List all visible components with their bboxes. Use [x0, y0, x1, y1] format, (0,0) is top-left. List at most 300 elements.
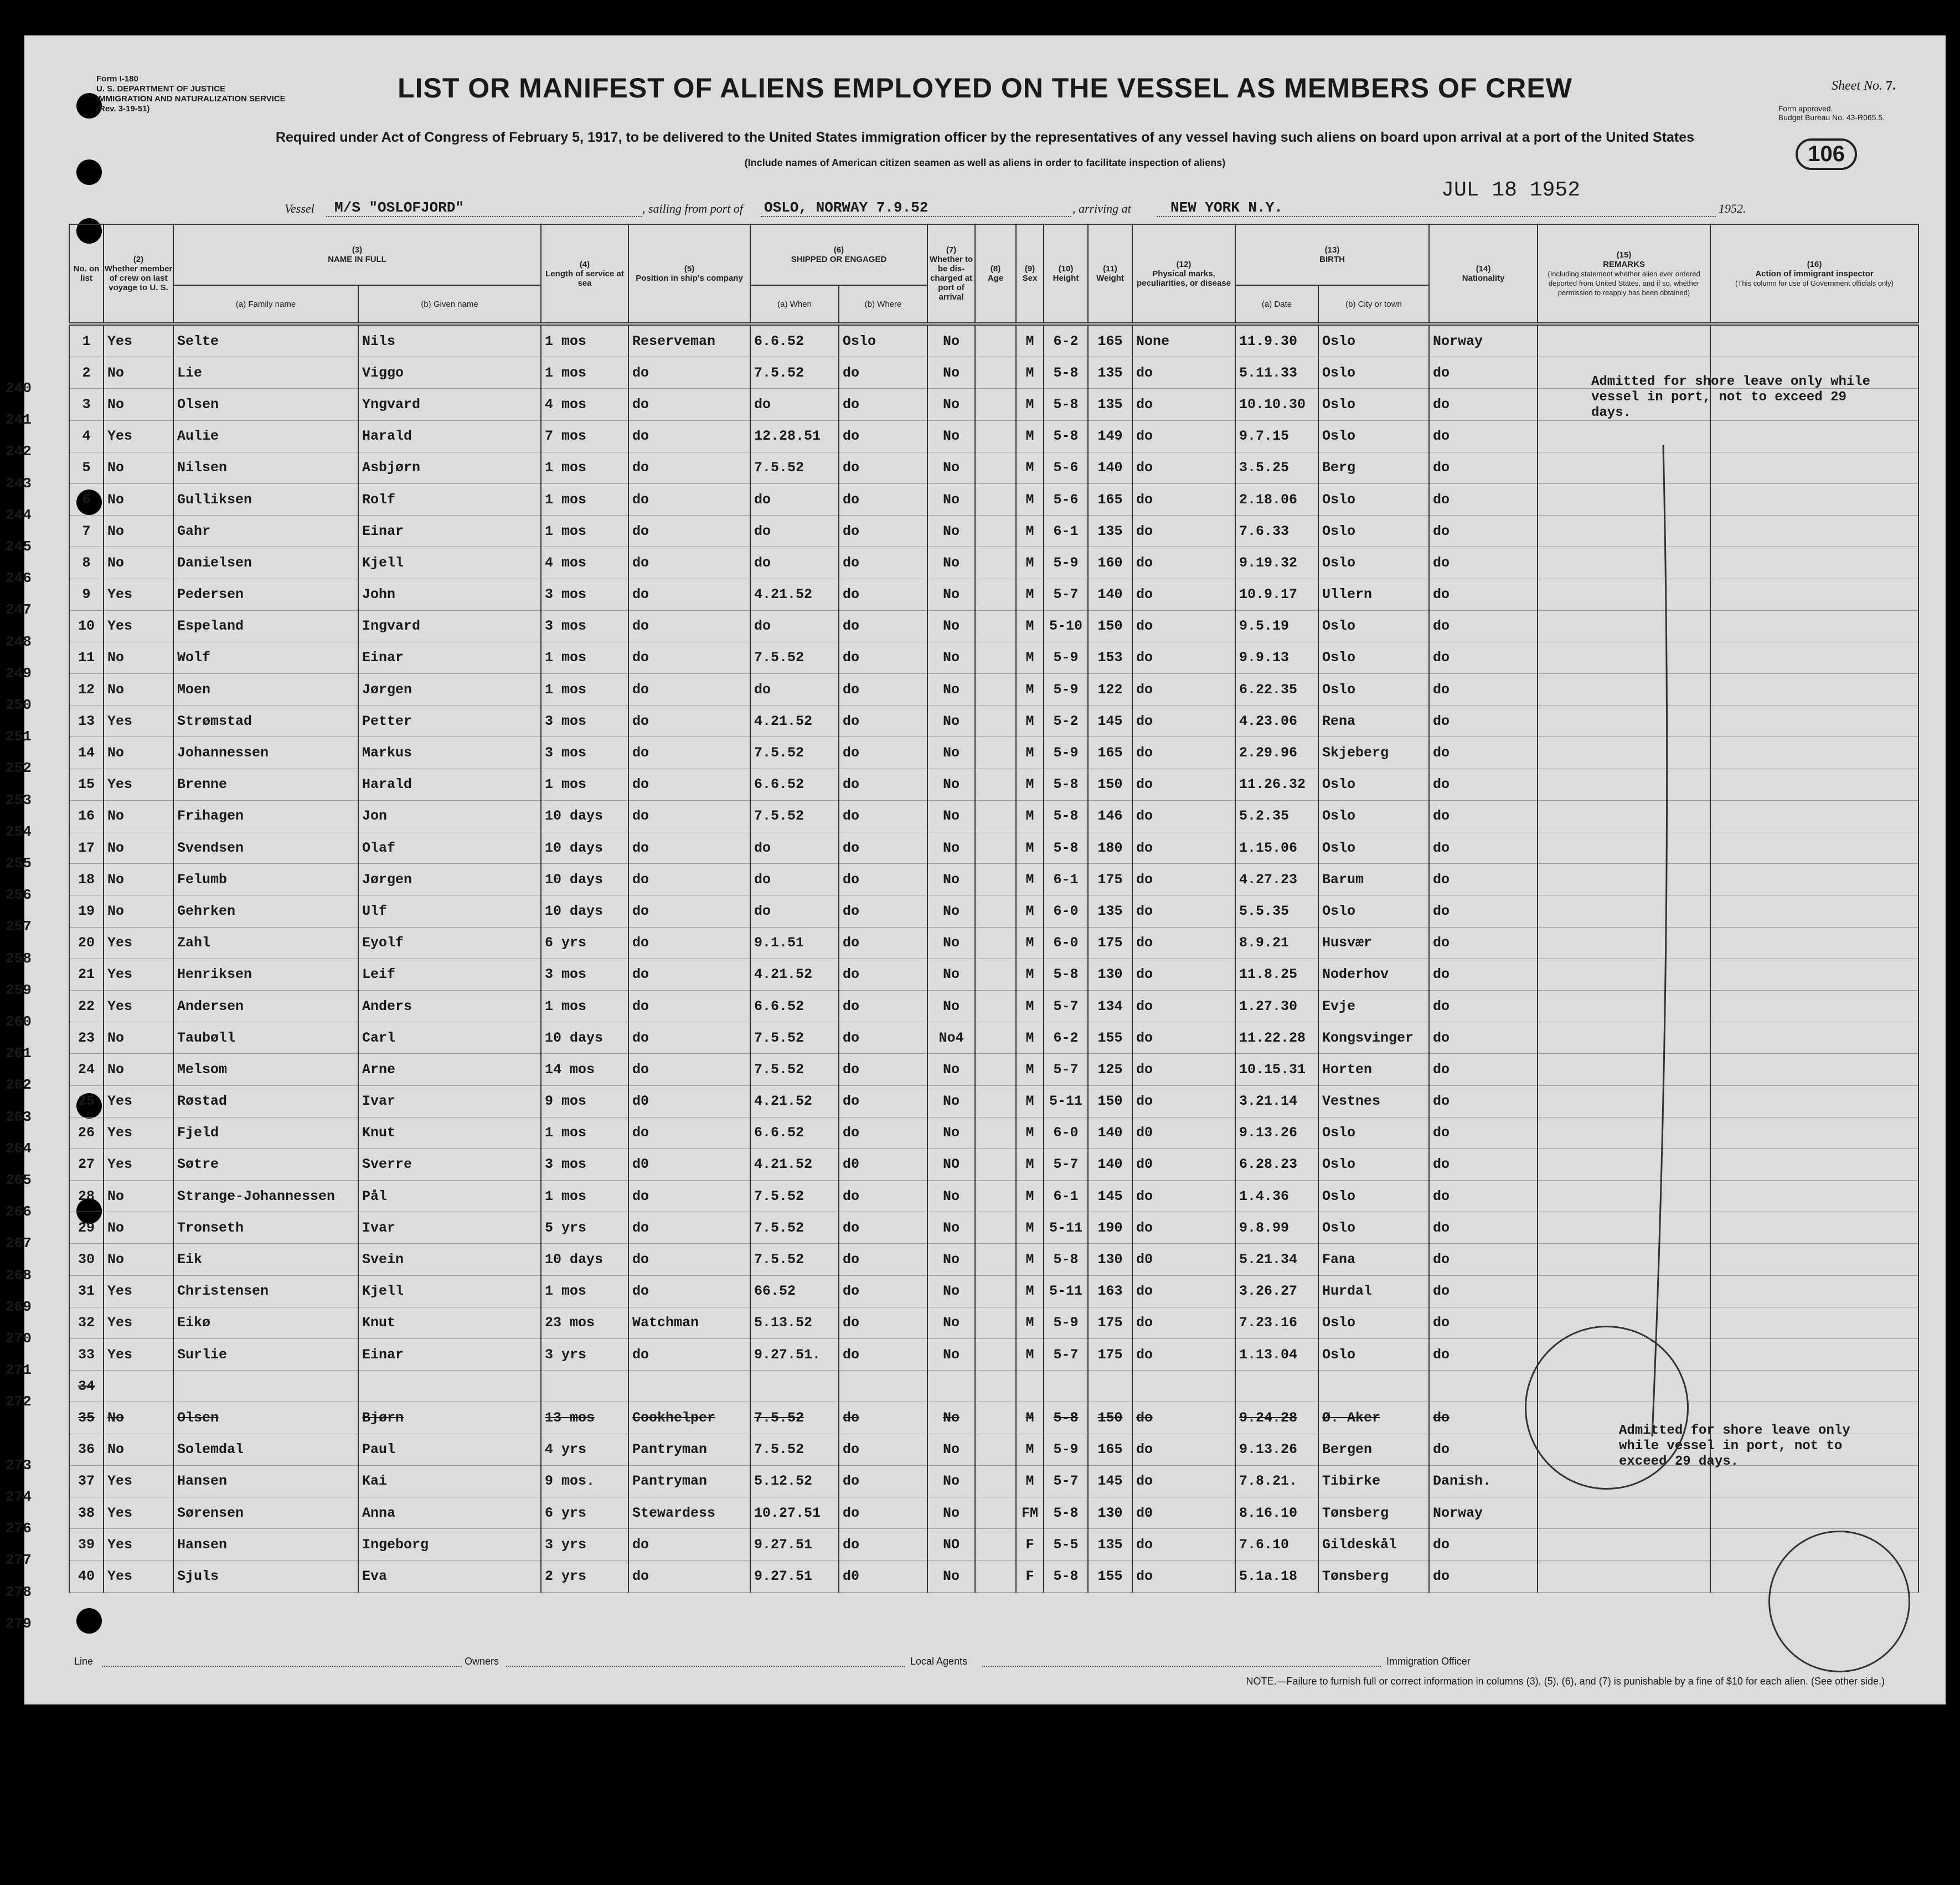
- nationality: do: [1429, 895, 1538, 927]
- family-name: Gulliksen: [173, 483, 358, 515]
- shipped-when: 12.28.51: [750, 420, 839, 452]
- row-number: 21: [69, 959, 104, 990]
- row-number: 35: [69, 1402, 104, 1434]
- nationality: do: [1429, 1275, 1538, 1307]
- length-of-service: 7 mos: [541, 420, 628, 452]
- physical-marks: do: [1132, 389, 1235, 420]
- nationality: do: [1429, 579, 1538, 610]
- birth-date: 5.21.34: [1235, 1244, 1318, 1275]
- shipped-when: 7.5.52: [750, 1402, 839, 1434]
- height: 6-2: [1044, 324, 1088, 357]
- birth-city: Oslo: [1318, 547, 1429, 579]
- header-member: (2) Whether member of crew on last voyage to U. S.: [104, 224, 173, 324]
- shipped-when: 7.5.52: [750, 1054, 839, 1085]
- age: [975, 674, 1016, 705]
- height: 5-8: [1044, 832, 1088, 864]
- include-note: (Include names of American citizen seamen as well as aliens in order to facilitate inspection of aliens): [744, 157, 1226, 168]
- length-of-service: 10 days: [541, 832, 628, 864]
- given-name: John: [358, 579, 541, 610]
- birth-city: Oslo: [1318, 642, 1429, 673]
- member-of-crew: No: [104, 832, 173, 864]
- action-cell: [1710, 1371, 1918, 1402]
- weight: 153: [1088, 642, 1132, 673]
- manifest-line-number: 247: [6, 601, 32, 619]
- requirement-text: Required under Act of Congress of February 5, 1917, to be delivered to the United States immigration officer by the representatives of any vessel having such aliens on board upon arrival at a port of the United States: [275, 130, 1695, 145]
- header-sex: (9) Sex: [1016, 224, 1044, 324]
- manifest-line-number: 273: [6, 1456, 32, 1474]
- length-of-service: 3 mos: [541, 737, 628, 769]
- shipped-where: do: [839, 516, 927, 547]
- manifest-line-number: 263: [6, 1108, 32, 1125]
- discharged: No: [927, 357, 975, 389]
- row-number: 1: [69, 324, 104, 357]
- nationality: do: [1429, 927, 1538, 959]
- height: 5-11: [1044, 1085, 1088, 1117]
- sex: M: [1016, 1339, 1044, 1371]
- position: do: [628, 642, 750, 673]
- length-of-service: 2 yrs: [541, 1560, 628, 1592]
- discharged: No: [927, 420, 975, 452]
- header-physical: (12) Physical marks, peculiarities, or disease: [1132, 224, 1235, 324]
- position: d0: [628, 1148, 750, 1180]
- height: 5-11: [1044, 1275, 1088, 1307]
- age: [975, 1497, 1016, 1528]
- birth-city: Oslo: [1318, 1148, 1429, 1180]
- action-cell: [1710, 832, 1918, 864]
- manifest-line-number: 259: [6, 981, 32, 998]
- member-of-crew: No: [104, 1244, 173, 1275]
- physical-marks: do: [1132, 1402, 1235, 1434]
- position: do: [628, 1529, 750, 1560]
- position: do: [628, 1244, 750, 1275]
- birth-city: Horten: [1318, 1054, 1429, 1085]
- sex: M: [1016, 1465, 1044, 1497]
- manifest-line-number: 267: [6, 1235, 32, 1252]
- age: [975, 1085, 1016, 1117]
- birth-date: 1.13.04: [1235, 1339, 1318, 1371]
- action-cell: [1710, 769, 1918, 800]
- position: do: [628, 800, 750, 832]
- height: 5-8: [1044, 959, 1088, 990]
- birth-city: Oslo: [1318, 1339, 1429, 1371]
- form-approved: Form approved. Budget Bureau No. 43-R065.5.: [1778, 104, 1885, 122]
- footer-agents-label: Local Agents: [910, 1656, 968, 1667]
- birth-date: 9.7.15: [1235, 420, 1318, 452]
- length-of-service: 10 days: [541, 1022, 628, 1054]
- age: [975, 927, 1016, 959]
- position: do: [628, 1212, 750, 1244]
- header-height: (10) Height: [1044, 224, 1088, 324]
- birth-date: 5.1a.18: [1235, 1560, 1318, 1592]
- given-name: Knut: [358, 1117, 541, 1148]
- weight: 145: [1088, 1465, 1132, 1497]
- birth-city: Oslo: [1318, 674, 1429, 705]
- age: [975, 579, 1016, 610]
- shipped-where: do: [839, 737, 927, 769]
- discharged: No: [927, 990, 975, 1022]
- position: [628, 1371, 750, 1402]
- family-name: Wolf: [173, 642, 358, 673]
- family-name: Moen: [173, 674, 358, 705]
- member-of-crew: Yes: [104, 1307, 173, 1338]
- height: 5-6: [1044, 452, 1088, 483]
- birth-date: 3.5.25: [1235, 452, 1318, 483]
- member-of-crew: Yes: [104, 1529, 173, 1560]
- discharged: No: [927, 452, 975, 483]
- given-name: Yngvard: [358, 389, 541, 420]
- given-name: Einar: [358, 642, 541, 673]
- sex: M: [1016, 705, 1044, 737]
- position: do: [628, 610, 750, 642]
- length-of-service: 3 yrs: [541, 1529, 628, 1560]
- given-name: Jon: [358, 800, 541, 832]
- discharged: No: [927, 927, 975, 959]
- action-cell: [1710, 1275, 1918, 1307]
- family-name: Strømstad: [173, 705, 358, 737]
- shipped-when: 7.5.52: [750, 642, 839, 673]
- shipped-when: 7.5.52: [750, 1434, 839, 1465]
- family-name: Olsen: [173, 1402, 358, 1434]
- physical-marks: do: [1132, 737, 1235, 769]
- nationality: do: [1429, 1307, 1538, 1338]
- member-of-crew: No: [104, 357, 173, 389]
- sex: M: [1016, 1148, 1044, 1180]
- manifest-line-number: 265: [6, 1172, 32, 1188]
- action-cell: [1710, 737, 1918, 769]
- date-stamp: JUL 18 1952: [1441, 178, 1580, 202]
- nationality: do: [1429, 1148, 1538, 1180]
- family-name: Johannessen: [173, 737, 358, 769]
- length-of-service: [541, 1371, 628, 1402]
- sex: M: [1016, 769, 1044, 800]
- sex: M: [1016, 864, 1044, 895]
- discharged: No: [927, 642, 975, 673]
- sex: M: [1016, 452, 1044, 483]
- physical-marks: do: [1132, 452, 1235, 483]
- family-name: Eikø: [173, 1307, 358, 1338]
- physical-marks: do: [1132, 864, 1235, 895]
- weight: 155: [1088, 1560, 1132, 1592]
- family-name: Svendsen: [173, 832, 358, 864]
- sex: M: [1016, 324, 1044, 357]
- given-name: Ivar: [358, 1085, 541, 1117]
- shipped-when: 4.21.52: [750, 1148, 839, 1180]
- shipped-where: do: [839, 705, 927, 737]
- position: Stewardess: [628, 1497, 750, 1528]
- family-name: Selte: [173, 324, 358, 357]
- birth-city: Oslo: [1318, 324, 1429, 357]
- birth-date: 10.15.31: [1235, 1054, 1318, 1085]
- position: do: [628, 737, 750, 769]
- shipped-when: 6.6.52: [750, 1117, 839, 1148]
- action-cell: [1710, 483, 1918, 515]
- action-cell: [1710, 1339, 1918, 1371]
- given-name: Pål: [358, 1181, 541, 1212]
- given-name: Arne: [358, 1054, 541, 1085]
- member-of-crew: No: [104, 800, 173, 832]
- member-of-crew: [104, 1371, 173, 1402]
- physical-marks: d0: [1132, 1497, 1235, 1528]
- given-name: Bjørn: [358, 1402, 541, 1434]
- weight: 165: [1088, 483, 1132, 515]
- family-name: Fjeld: [173, 1117, 358, 1148]
- action-cell: [1710, 1244, 1918, 1275]
- sex: M: [1016, 1117, 1044, 1148]
- sex: FM: [1016, 1497, 1044, 1528]
- given-name: Svein: [358, 1244, 541, 1275]
- birth-city: Fana: [1318, 1244, 1429, 1275]
- family-name: Taubøll: [173, 1022, 358, 1054]
- arriving-label: , arriving at: [1072, 202, 1131, 215]
- page-title: LIST OR MANIFEST OF ALIENS EMPLOYED ON THE VESSEL AS MEMBERS OF CREW: [398, 73, 1572, 104]
- row-number: 26: [69, 1117, 104, 1148]
- action-cell: [1710, 420, 1918, 452]
- position: Pantryman: [628, 1465, 750, 1497]
- physical-marks: do: [1132, 990, 1235, 1022]
- given-name: Jørgen: [358, 864, 541, 895]
- length-of-service: 4 mos: [541, 389, 628, 420]
- birth-date: 11.22.28: [1235, 1022, 1318, 1054]
- action-cell: [1710, 1117, 1918, 1148]
- length-of-service: 6 yrs: [541, 927, 628, 959]
- given-name: Paul: [358, 1434, 541, 1465]
- birth-date: 5.11.33: [1235, 357, 1318, 389]
- manifest-line-number: 250: [6, 697, 32, 713]
- given-name: Petter: [358, 705, 541, 737]
- physical-marks: d0: [1132, 1148, 1235, 1180]
- physical-marks: do: [1132, 1465, 1235, 1497]
- height: 5-8: [1044, 389, 1088, 420]
- discharged: No: [927, 1212, 975, 1244]
- nationality: do: [1429, 1022, 1538, 1054]
- shipped-when: 9.27.51: [750, 1529, 839, 1560]
- shipped-when: 4.21.52: [750, 705, 839, 737]
- action-cell: [1710, 547, 1918, 579]
- row-number: 28: [69, 1181, 104, 1212]
- nationality: do: [1429, 357, 1538, 389]
- nationality: do: [1429, 990, 1538, 1022]
- weight: 140: [1088, 452, 1132, 483]
- row-number: 4: [69, 420, 104, 452]
- action-cell: [1710, 579, 1918, 610]
- sheet-number: Sheet No. 7.: [1832, 79, 1896, 93]
- header-where: (b) Where: [839, 285, 927, 324]
- family-name: Nilsen: [173, 452, 358, 483]
- member-of-crew: Yes: [104, 705, 173, 737]
- row-number: 34: [69, 1371, 104, 1402]
- member-of-crew: No: [104, 1402, 173, 1434]
- family-name: Hansen: [173, 1465, 358, 1497]
- family-name: Sjuls: [173, 1560, 358, 1592]
- birth-city: Barum: [1318, 864, 1429, 895]
- birth-city: Oslo: [1318, 483, 1429, 515]
- given-name: Rolf: [358, 483, 541, 515]
- birth-city: Vestnes: [1318, 1085, 1429, 1117]
- birth-city: Oslo: [1318, 420, 1429, 452]
- shipped-when: [750, 1371, 839, 1402]
- length-of-service: 3 mos: [541, 1148, 628, 1180]
- member-of-crew: Yes: [104, 1339, 173, 1371]
- nationality: Norway: [1429, 1497, 1538, 1528]
- length-of-service: 10 days: [541, 895, 628, 927]
- physical-marks: do: [1132, 1560, 1235, 1592]
- weight: 134: [1088, 990, 1132, 1022]
- arrival-port: NEW YORK N.Y.: [1170, 199, 1283, 216]
- nationality: do: [1429, 800, 1538, 832]
- height: 5-9: [1044, 1434, 1088, 1465]
- position: do: [628, 389, 750, 420]
- shipped-where: do: [839, 610, 927, 642]
- birth-date: 9.5.19: [1235, 610, 1318, 642]
- row-number: 22: [69, 990, 104, 1022]
- age: [975, 1117, 1016, 1148]
- birth-date: 8.16.10: [1235, 1497, 1318, 1528]
- family-name: Solemdal: [173, 1434, 358, 1465]
- departure-port: OSLO, NORWAY 7.9.52: [764, 199, 929, 216]
- age: [975, 1244, 1016, 1275]
- shipped-when: 5.13.52: [750, 1307, 839, 1338]
- height: 5-8: [1044, 1244, 1088, 1275]
- member-of-crew: Yes: [104, 1085, 173, 1117]
- shipped-where: do: [839, 452, 927, 483]
- length-of-service: 4 yrs: [541, 1434, 628, 1465]
- manifest-line-number: 276: [6, 1520, 32, 1537]
- member-of-crew: Yes: [104, 769, 173, 800]
- length-of-service: 10 days: [541, 1244, 628, 1275]
- physical-marks: do: [1132, 674, 1235, 705]
- sex: M: [1016, 1307, 1044, 1338]
- sex: M: [1016, 1402, 1044, 1434]
- physical-marks: do: [1132, 1307, 1235, 1338]
- shipped-where: do: [839, 1181, 927, 1212]
- age: [975, 357, 1016, 389]
- position: do: [628, 483, 750, 515]
- year: 1952.: [1719, 202, 1746, 215]
- member-of-crew: Yes: [104, 324, 173, 357]
- manifest-line-number: 258: [6, 950, 32, 967]
- weight: 175: [1088, 927, 1132, 959]
- birth-date: 9.24.28: [1235, 1402, 1318, 1434]
- shipped-where: do: [839, 990, 927, 1022]
- shipped-where: do: [839, 547, 927, 579]
- shipped-where: do: [839, 1117, 927, 1148]
- given-name: Ivar: [358, 1212, 541, 1244]
- family-name: Hansen: [173, 1529, 358, 1560]
- sex: M: [1016, 1022, 1044, 1054]
- remarks-cell: [1538, 324, 1710, 357]
- weight: 135: [1088, 389, 1132, 420]
- remarks-cell: [1538, 1560, 1710, 1592]
- nationality: do: [1429, 1181, 1538, 1212]
- family-name: Henriksen: [173, 959, 358, 990]
- birth-city: Noderhov: [1318, 959, 1429, 990]
- birth-city: Oslo: [1318, 1181, 1429, 1212]
- manifest-line-number: 268: [6, 1266, 32, 1284]
- manifest-line-number: 274: [6, 1489, 32, 1505]
- length-of-service: 3 mos: [541, 705, 628, 737]
- position: do: [628, 420, 750, 452]
- position: do: [628, 769, 750, 800]
- physical-marks: do: [1132, 1434, 1235, 1465]
- row-number: 5: [69, 452, 104, 483]
- given-name: Anders: [358, 990, 541, 1022]
- birth-city: Ullern: [1318, 579, 1429, 610]
- nationality: do: [1429, 1244, 1538, 1275]
- remark-shore-leave-bottom: Admitted for shore leave only while vessel in port, not to exceed 29 days.: [1619, 1423, 1850, 1469]
- discharged: No: [927, 800, 975, 832]
- manifest-line-number: 278: [6, 1583, 32, 1600]
- shipped-where: [839, 1371, 927, 1402]
- sex: M: [1016, 832, 1044, 864]
- sex: M: [1016, 1212, 1044, 1244]
- nationality: do: [1429, 452, 1538, 483]
- manifest-line-number: 254: [6, 823, 32, 840]
- header-length: (4) Length of service at sea: [541, 224, 628, 324]
- row-number: 33: [69, 1339, 104, 1371]
- birth-city: Berg: [1318, 452, 1429, 483]
- weight: 150: [1088, 1402, 1132, 1434]
- row-number: 3: [69, 389, 104, 420]
- nationality: do: [1429, 642, 1538, 673]
- discharged: No: [927, 864, 975, 895]
- birth-city: Tønsberg: [1318, 1497, 1429, 1528]
- family-name: Olsen: [173, 389, 358, 420]
- given-name: Olaf: [358, 832, 541, 864]
- shipped-where: do: [839, 769, 927, 800]
- discharged: No: [927, 1275, 975, 1307]
- physical-marks: do: [1132, 705, 1235, 737]
- discharged: [927, 1371, 975, 1402]
- manifest-line-number: 257: [6, 918, 32, 935]
- age: [975, 610, 1016, 642]
- family-name: Sørensen: [173, 1497, 358, 1528]
- position: do: [628, 1275, 750, 1307]
- shipped-when: 7.5.52: [750, 1181, 839, 1212]
- member-of-crew: No: [104, 1434, 173, 1465]
- discharged: No: [927, 610, 975, 642]
- discharged: No: [927, 737, 975, 769]
- shipped-where: do: [839, 420, 927, 452]
- manifest-line-number: 249: [6, 665, 32, 682]
- weight: 165: [1088, 324, 1132, 357]
- height: 5-8: [1044, 1402, 1088, 1434]
- length-of-service: 1 mos: [541, 452, 628, 483]
- birth-city: Gildeskål: [1318, 1529, 1429, 1560]
- position: do: [628, 452, 750, 483]
- given-name: Markus: [358, 737, 541, 769]
- sex: F: [1016, 1529, 1044, 1560]
- discharged: No: [927, 705, 975, 737]
- birth-date: 9.9.13: [1235, 642, 1318, 673]
- weight: 146: [1088, 800, 1132, 832]
- header-name: (3) NAME IN FULL: [173, 224, 541, 285]
- physical-marks: do: [1132, 357, 1235, 389]
- nationality: do: [1429, 864, 1538, 895]
- header-birth: (13) BIRTH: [1235, 224, 1429, 285]
- weight: 122: [1088, 674, 1132, 705]
- shipped-when: 4.21.52: [750, 579, 839, 610]
- physical-marks: do: [1132, 1181, 1235, 1212]
- height: 5-7: [1044, 1339, 1088, 1371]
- birth-date: 6.22.35: [1235, 674, 1318, 705]
- manifest-line-number: 251: [6, 728, 32, 745]
- header-age: (8) Age: [975, 224, 1016, 324]
- family-name: Røstad: [173, 1085, 358, 1117]
- manifest-line-number: 246: [6, 570, 32, 587]
- shipped-where: do: [839, 1529, 927, 1560]
- birth-date: 7.6.10: [1235, 1529, 1318, 1560]
- family-name: Andersen: [173, 990, 358, 1022]
